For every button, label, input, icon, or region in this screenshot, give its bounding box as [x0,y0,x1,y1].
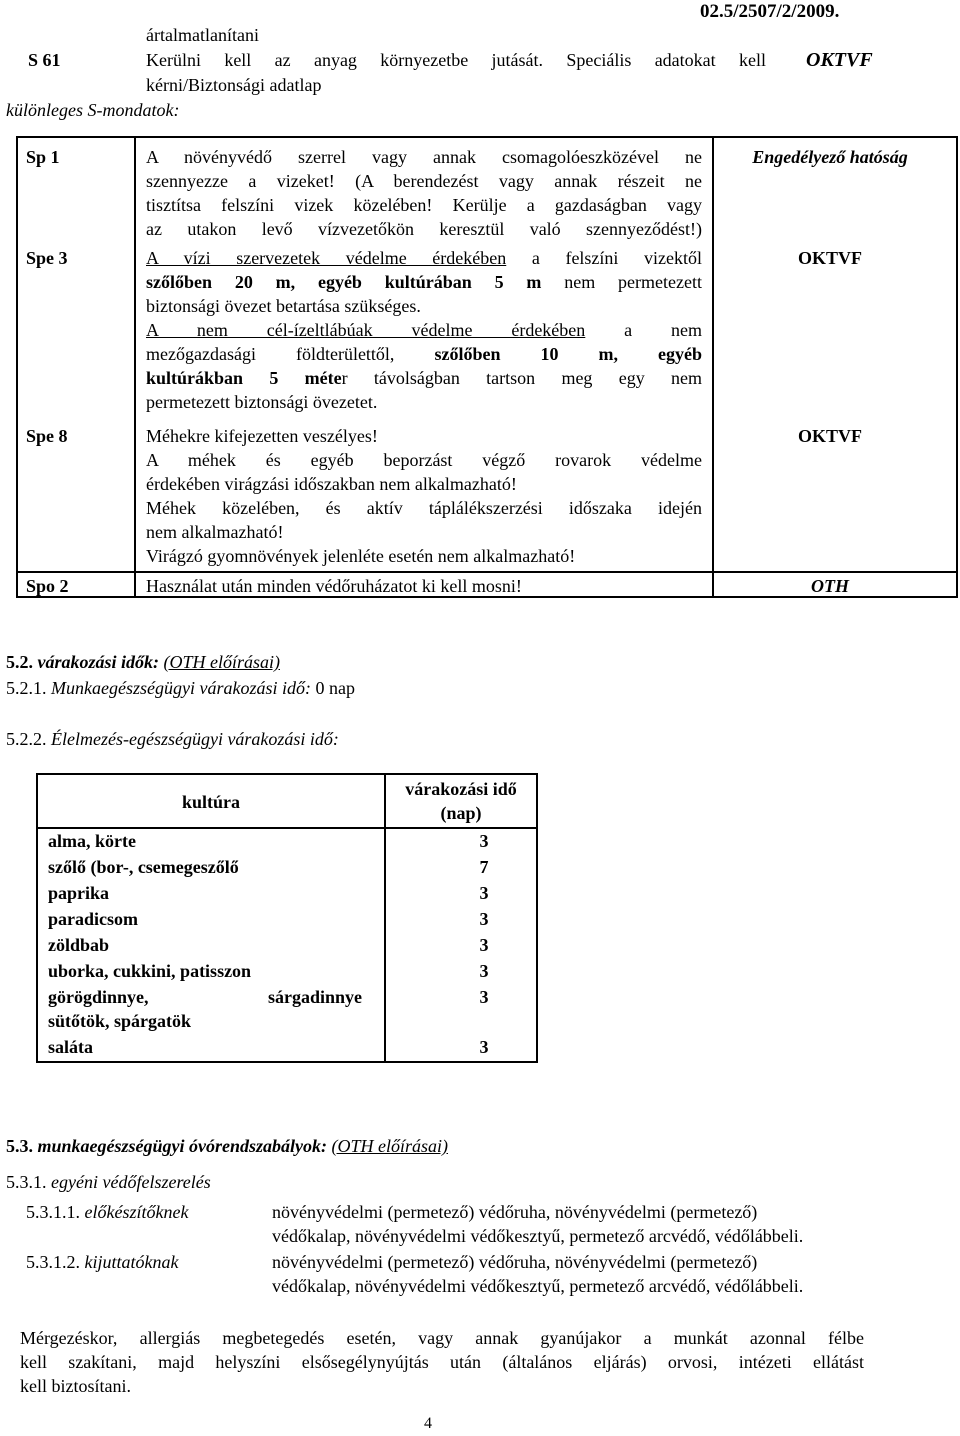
row-authority-spe3: OKTVF [797,248,862,268]
crop-name: sütőtök, spárgatök [48,1011,192,1031]
table-row [48,985,534,1011]
s61-line2: Kerülni kell az anyag környezetbe jutását. Speciális adatokat kell [146,50,766,70]
ppe-item-applicators [26,1250,178,1274]
row-text-spe8 [146,424,702,568]
crop-name: paprika [48,883,110,903]
row-text-sp1 [146,145,702,241]
section-reference: (OTH előírásai) [163,652,280,672]
waiting-days: 3 [479,909,489,929]
row-code-spe3: Spe 3 [26,248,68,268]
table-top-border [16,136,958,138]
row-authority-spe8: OKTVF [797,426,862,446]
crop-name: szőlő (bor-, csemegeszőlő [48,857,239,877]
table-col-divider [712,136,714,598]
section-5-2-2 [6,727,339,751]
text-span: a felszíni vizektől [531,248,703,268]
crop-name: görögdinnye, sárgadinnye [48,987,362,1007]
poisoning-note [20,1326,864,1398]
text-line: A méhek és egyéb beporzást végző rovarok védelme [146,450,702,470]
section-title: Élelmezés-egészségügyi várakozási idő: [51,729,339,749]
text-line: Méhek közelében, és aktív táplálékszerzési időszaka idején [146,498,702,518]
row-code-spo2: Spo 2 [26,576,69,596]
table-row-divider [16,571,958,573]
s61-code: S 61 [28,50,61,70]
section-title: várakozási idők: [37,652,159,672]
text-line: növényvédelmi (permetező) védőruha, növényvédelmi (permetező) [272,1202,758,1222]
text-line: permetezett biztonsági övezetet. [146,392,378,412]
header-crop: kultúra [181,792,241,812]
item-label: kijuttatóknak [84,1252,179,1272]
table-left-border [16,136,18,598]
row-code-spe8: Spe 8 [26,426,68,446]
text-span: r távolságban tartson meg egy nem [341,368,703,388]
section-number: 5.3. [6,1136,33,1156]
ppe-item-applicators-desc [272,1250,803,1298]
waiting-days: 7 [479,857,489,877]
text-line: védőkalap, növényvédelmi védőkesztyű, permetező arcvédő, védőlábbeli. [272,1276,804,1296]
special-s-phrases-heading: különleges S-mondatok: [6,100,180,120]
text-line: nem alkalmazható! [146,522,284,542]
crop-name: uborka, cukkini, patisszon [48,961,252,981]
item-number: 5.3.1.1. [26,1202,80,1222]
header-waiting-days [386,777,536,825]
section-5-3-heading [6,1134,448,1158]
waiting-period-table [36,773,538,1063]
item-label: előkészítőknek [84,1202,189,1222]
text-line [146,246,702,270]
table-row [48,959,534,985]
waiting-days: 3 [479,987,489,1007]
page-number: 4 [424,1415,432,1432]
section-5-2-heading [6,650,280,674]
text-line [146,318,702,342]
table-row [48,1009,534,1035]
row-code-sp1: Sp 1 [26,147,60,167]
section-title: Munkaegészségügyi várakozási idő: [51,678,311,698]
table-row [48,855,534,881]
row-text-spe3 [146,246,702,414]
waiting-days: 3 [479,831,489,851]
text-line: Virágzó gyomnövények jelenléte esetén nem alkalmazható! [146,546,576,566]
crop-name: zöldbab [48,935,110,955]
table-row [48,829,534,855]
text-line: A növényvédő szerrel vagy annak csomagolóeszközével ne [146,147,702,167]
text-line [146,366,702,390]
section-title: munkaegészségügyi óvórendszabályok: [37,1136,327,1156]
text-line: tisztítsa felszíni vizek közelében! Kerülje a gazdaságban vagy [146,195,702,215]
row-authority-sp1: Engedélyező hatóság [752,147,908,167]
text-line: biztonsági övezet betartása szükséges. [146,296,421,316]
section-title: egyéni védőfelszerelés [51,1172,211,1192]
text-line: szennyezze a vizeket! (A berendezést vagy annak részeit ne [146,171,702,191]
section-number: 5.3.1. [6,1172,47,1192]
ppe-item-preparers-desc [272,1200,803,1248]
table-row [48,881,534,907]
crop-name: saláta [48,1037,93,1057]
ppe-item-preparers [26,1200,188,1224]
text-span: a nem [624,320,702,340]
text-line: Mérgezéskor, allergiás megbetegedés esetén, vagy annak gyanújakor a munkát azonnal félbe [20,1328,864,1348]
waiting-value: 0 nap [315,678,355,698]
text-line: védőkalap, növényvédelmi védőkesztyű, permetező arcvédő, védőlábbeli. [272,1226,804,1246]
section-number: 5.2.2. [6,729,47,749]
text-line [146,342,702,366]
text-span: nem permetezett [564,272,703,292]
text-line: érdekében virágzási időszakban nem alkalmazható! [146,474,517,494]
bold-text: szőlőben 10 m, egyéb [434,344,702,364]
underlined-text: A vízi szervezetek védelme érdekében [146,248,507,268]
waiting-days: 3 [479,1037,489,1057]
text-line: kell szakítani, majd helyszíni elsősegélynyújtás után (általános eljárás) orvosi, intézeti ellátást [20,1352,864,1372]
row-text-spo2 [146,574,702,598]
text-line: az utakon levő vízvezetőkön keresztül való szennyeződést!) [146,219,702,239]
header-line: (nap) [440,803,482,823]
row-authority-spo2: OTH [811,576,849,596]
waiting-days: 3 [479,883,489,903]
section-number: 5.2. [6,652,33,672]
text-line: kell biztosítani. [20,1376,131,1396]
header-line: várakozási idő [405,779,517,799]
text-line [146,270,702,294]
crop-name: alma, körte [48,831,136,851]
underlined-text: A nem cél-ízeltlábúak védelme érdekében [146,320,586,340]
item-number: 5.3.1.2. [26,1252,80,1272]
text-line: növényvédelmi (permetező) védőruha, növényvédelmi (permetező) [272,1252,758,1272]
table-col-divider [134,136,136,598]
waiting-days: 3 [479,935,489,955]
section-5-3-1 [6,1170,211,1194]
bold-text: szőlőben 20 m, egyéb kultúrában 5 m [146,272,542,292]
crop-name: paradicsom [48,909,138,929]
waiting-days: 3 [479,961,489,981]
s61-line3: kérni/Biztonsági adatlap [146,75,322,95]
s61-authority: OKTVF [806,49,873,71]
section-5-2-1 [6,676,355,700]
table-row [48,933,534,959]
table-row [48,907,534,933]
document-number: 02.5/2507/2/2009. [700,1,840,22]
section-reference: (OTH előírásai) [331,1136,448,1156]
text-span: mezőgazdasági földterülettől, [146,344,395,364]
table-right-border [956,136,958,598]
section-number: 5.2.1. [6,678,47,698]
s61-line1: ártalmatlanítani [146,25,259,45]
table-row [48,1035,534,1061]
text-line: Használat után minden védőruházatot ki kell mosni! [146,576,522,596]
bold-text: kultúrákban 5 méte [146,368,342,388]
text-line: Méhekre kifejezetten veszélyes! [146,426,378,446]
